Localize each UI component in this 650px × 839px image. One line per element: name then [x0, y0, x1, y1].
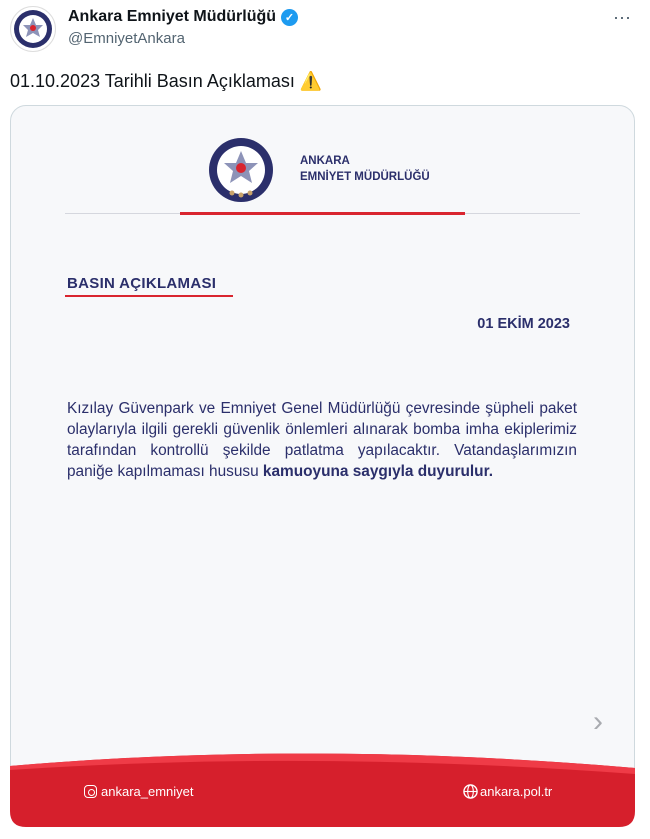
heading-underline — [65, 295, 233, 297]
more-options-icon[interactable]: ⋯ — [613, 8, 632, 28]
press-release-date: 01 EKİM 2023 — [477, 316, 570, 332]
org-name: ANKARA EMNİYET MÜDÜRLÜĞÜ — [300, 155, 430, 183]
tweet-text: 01.10.2023 Tarihli Basın Açıklaması ⚠️ — [10, 71, 323, 91]
press-release-heading: BASIN AÇIKLAMASI — [67, 275, 217, 292]
press-release-body: Kızılay Güvenpark ve Emniyet Genel Müdürlüğü çevresinde şüpheli paket olaylarıyla ilgili gerekli güvenlik önlemleri alınarak bomba imha ekiplerimiz tarafından kontrollü şekilde patlatma yapılacaktır. Vatandaşlarımızın paniğe kapılmaması hususu kamuoyuna saygıyla duyurulur. — [67, 400, 577, 480]
warning-icon: ⚠️ — [299, 71, 323, 91]
instagram-link: ankara_emniyet — [84, 784, 194, 799]
author-name[interactable]: Ankara Emniyet Müdürlüğü ✓ — [68, 8, 298, 26]
globe-icon — [463, 784, 478, 799]
divider-accent — [180, 212, 465, 215]
author-handle[interactable]: @EmniyetAnkara — [68, 30, 185, 47]
avatar[interactable] — [10, 6, 56, 52]
website-link: ankara.pol.tr — [463, 784, 552, 799]
next-arrow-icon[interactable]: › — [593, 705, 603, 738]
instagram-icon — [84, 785, 97, 798]
police-emblem-icon — [13, 9, 53, 49]
police-emblem-icon — [208, 137, 274, 203]
verified-badge-icon: ✓ — [281, 9, 298, 26]
